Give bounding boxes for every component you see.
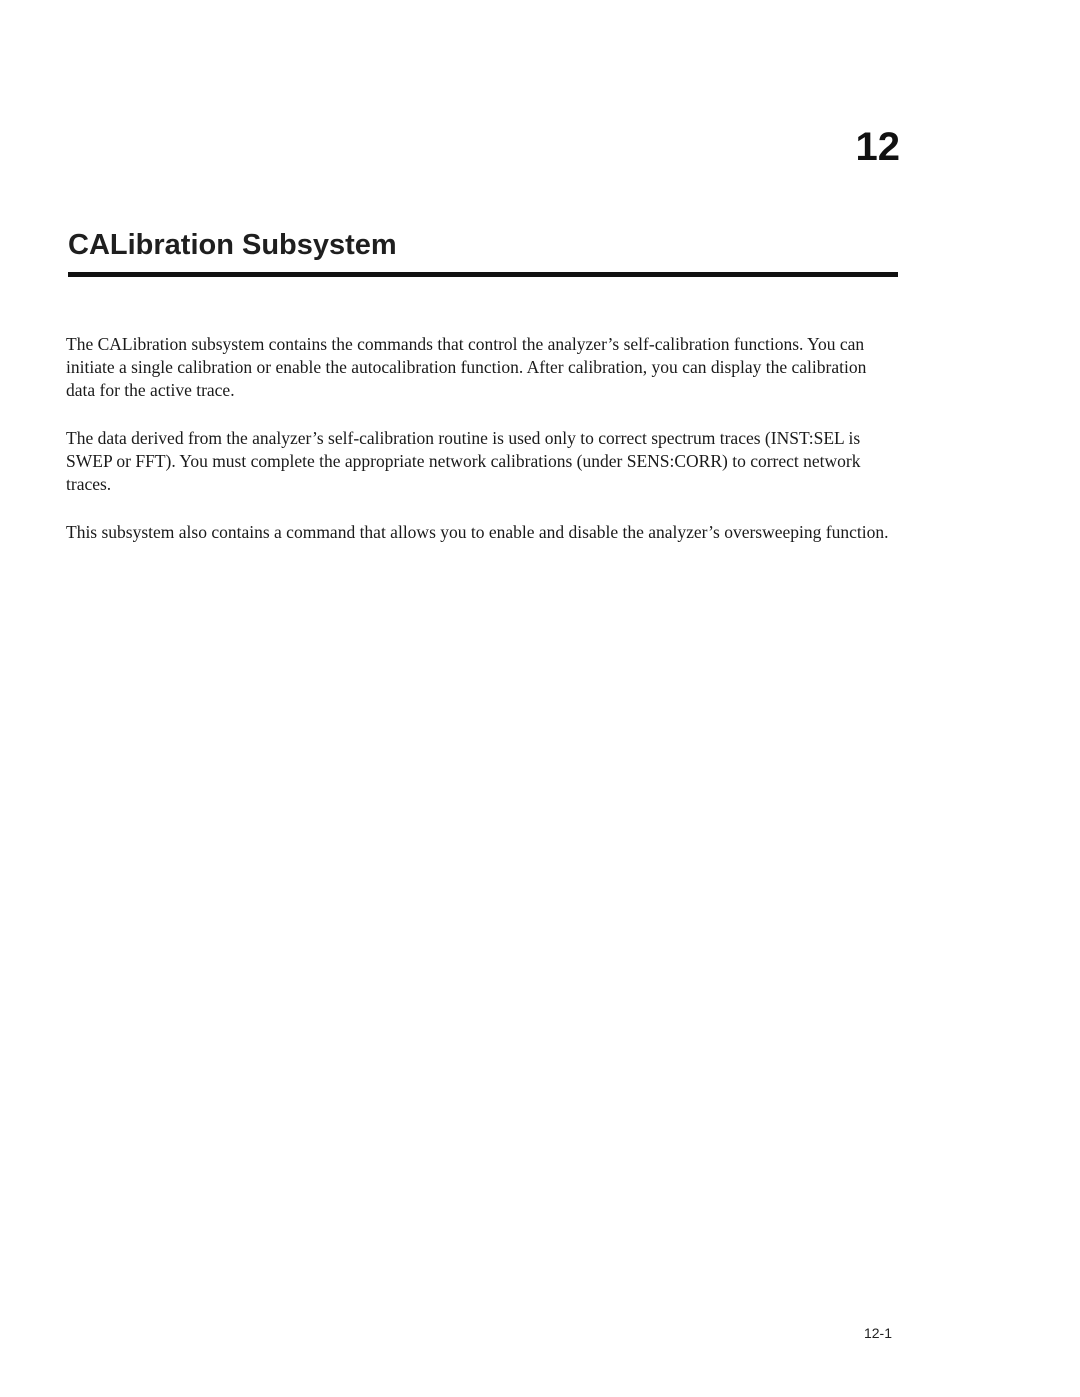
paragraph-intro: The CALibration subsystem contains the commands that control the analyzer’s self-calibration functions. You can initiate a single calibration or enable the autocalibration function. After calibration, you can display the calibration data for the active trace. — [66, 334, 867, 400]
paragraph-calibration-data: The data derived from the analyzer’s self-calibration routine is used only to correct spectrum traces (INST:SEL is SWEP or FFT). You must complete the appropriate network calibrations (under SENS:CORR) to correct network traces. — [66, 428, 861, 494]
chapter-title: CALibration Subsystem — [68, 229, 397, 261]
page-number: 12-1 — [863, 1325, 892, 1341]
body-text — [66, 333, 896, 569]
paragraph-oversweeping: This subsystem also contains a command that allows you to enable and disable the analyzer’s oversweeping function. — [66, 522, 889, 542]
chapter-number: 12 — [855, 125, 900, 169]
title-rule — [68, 272, 898, 277]
